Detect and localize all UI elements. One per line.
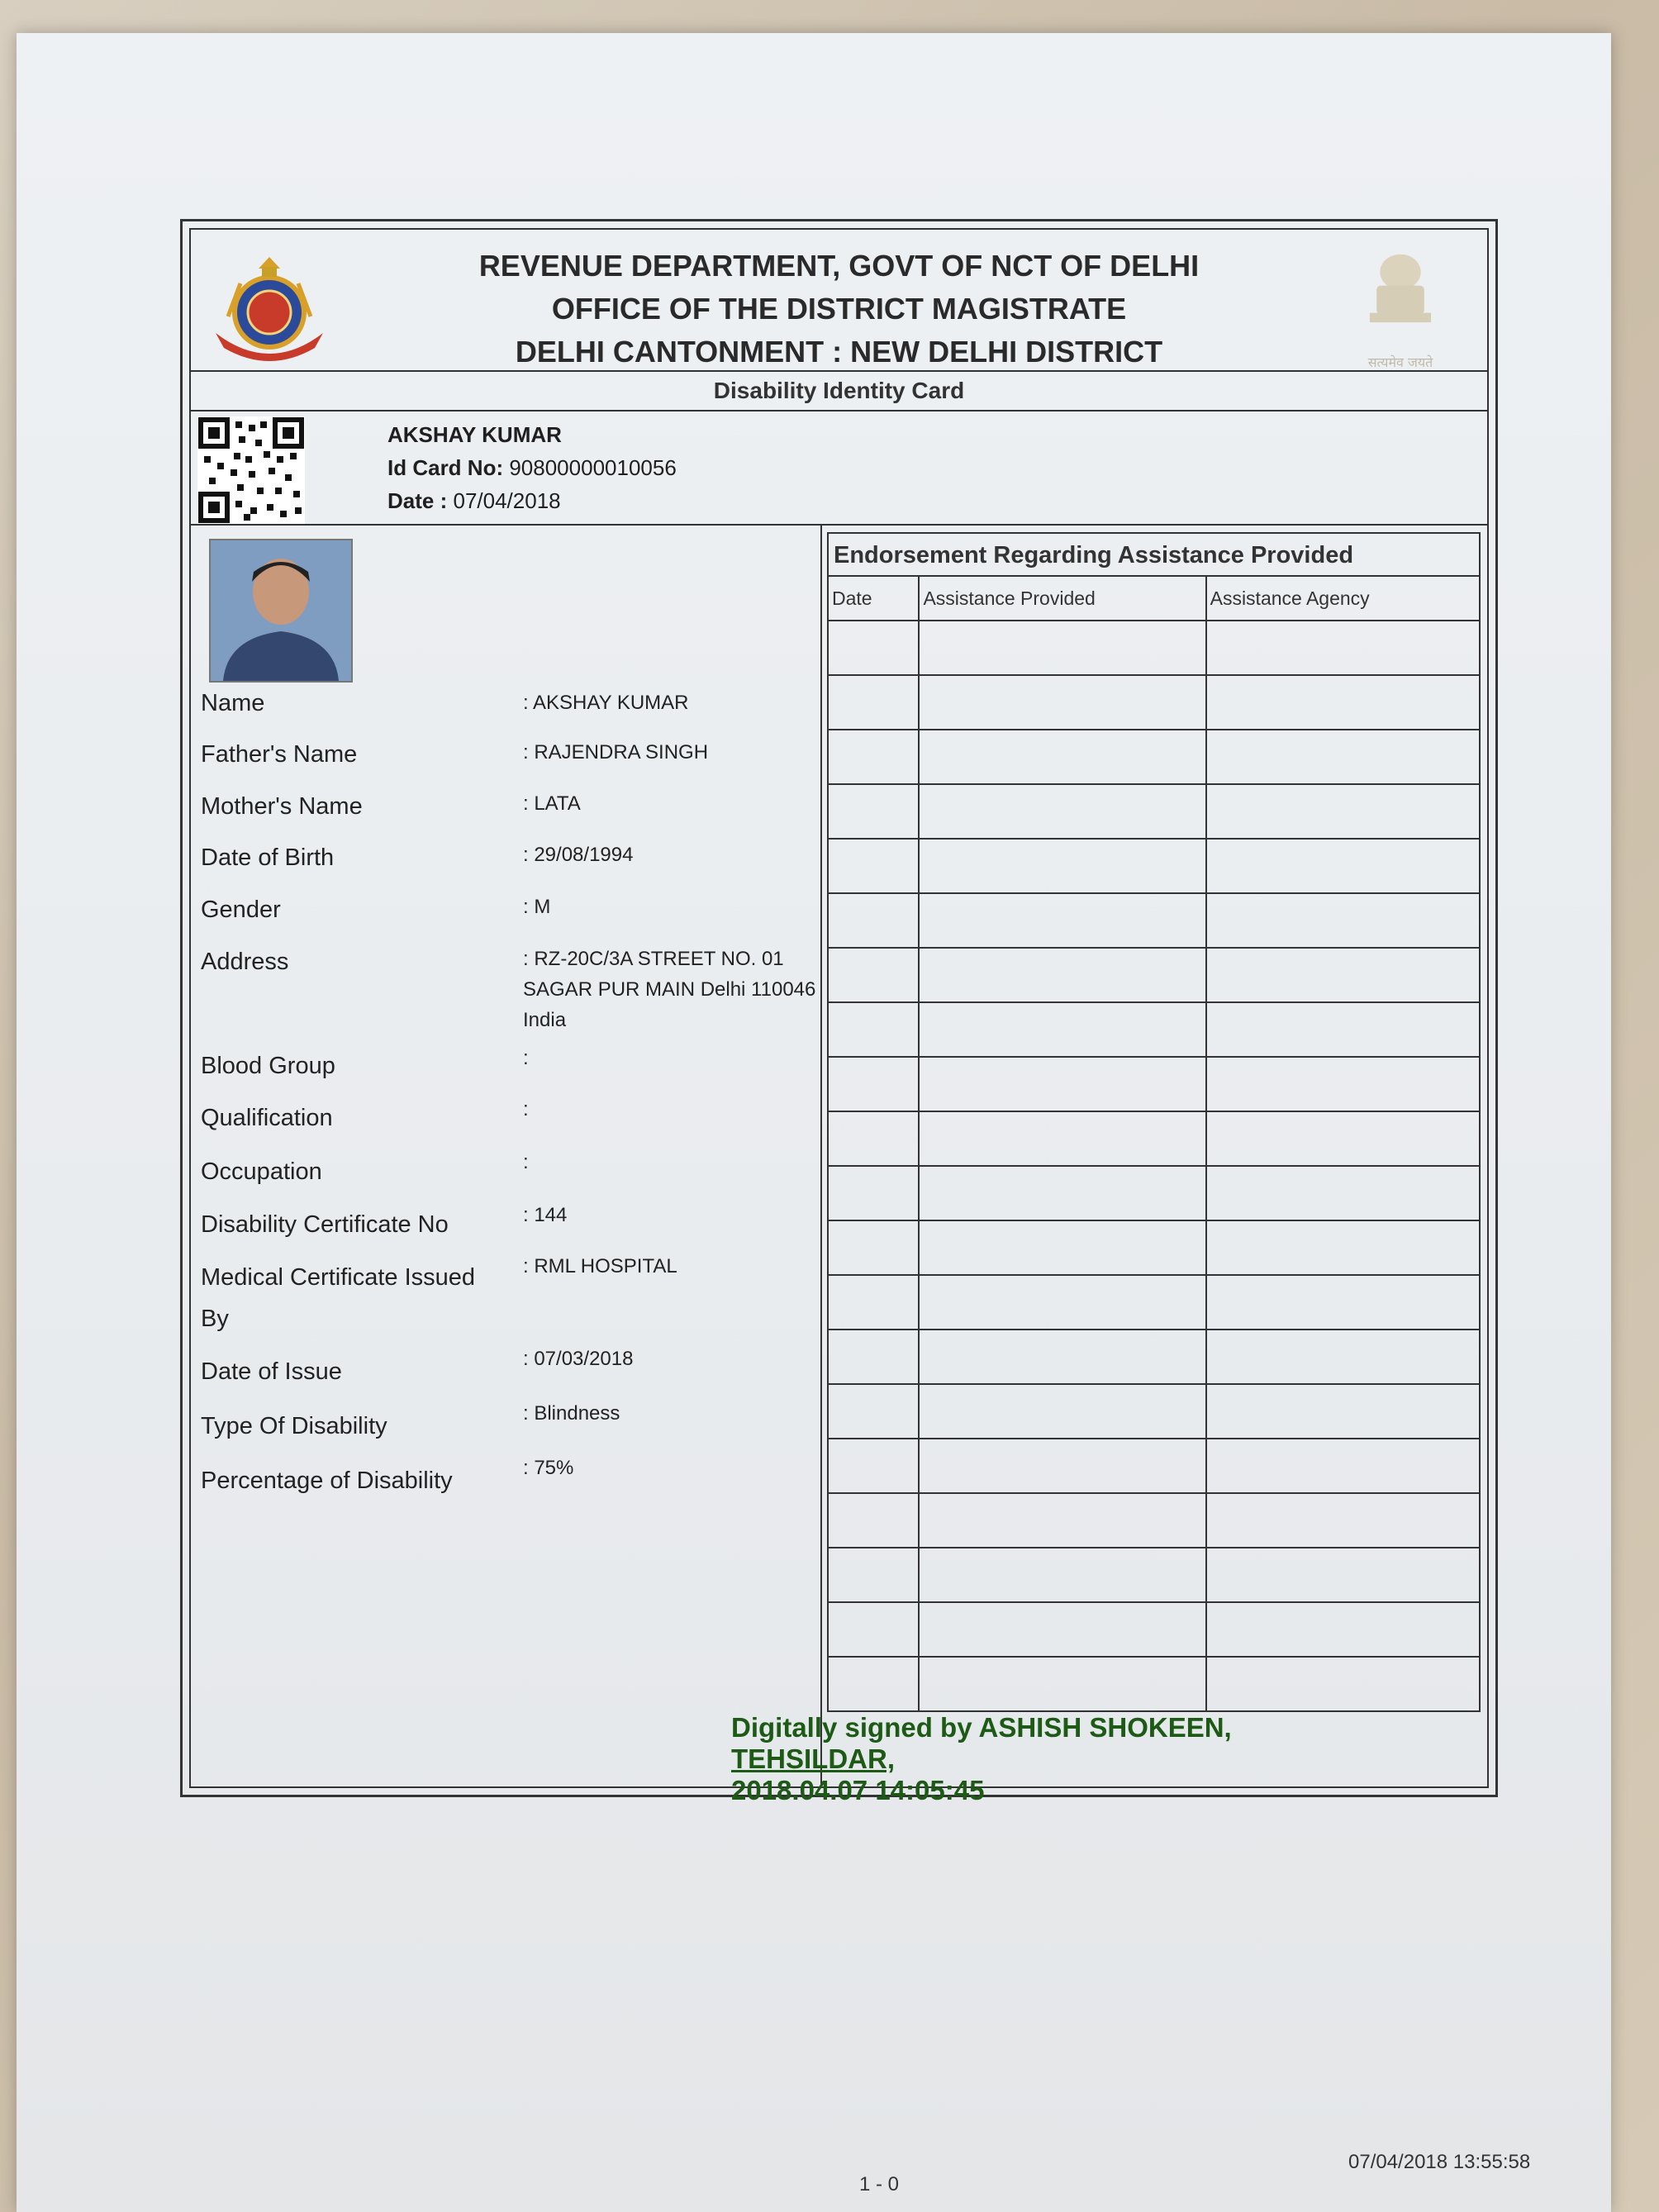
endorsement-rows [828,621,1480,1711]
mother-name-label: Mother's Name [201,793,363,820]
endorsement-cell [828,1002,919,1057]
date-of-issue-value: : 07/03/2018 [523,1348,634,1370]
endorsement-cell [1206,621,1480,675]
father-name-value: : RAJENDRA SINGH [523,741,709,763]
endorsement-row [828,1384,1480,1439]
endorsement-cell [1206,1493,1480,1548]
disability-id-card [180,219,1498,1797]
endorsement-cell [919,1384,1205,1439]
id-text [387,418,677,517]
endorsement-row [828,1602,1480,1657]
endorsement-cell [828,1166,919,1220]
endorsement-row [828,1439,1480,1493]
endorsement-table [827,575,1481,1712]
endorsement-cell [919,1493,1205,1548]
name-value: : AKSHAY KUMAR [523,692,689,714]
blood-group-label: Blood Group [201,1053,335,1079]
endorsement-cell [828,1493,919,1548]
endorsement-row [828,948,1480,1002]
address-line-2: SAGAR PUR MAIN Delhi 110046 [523,978,816,1001]
endorsement-cell [919,1548,1205,1602]
card-header [191,230,1487,370]
holder-photo [209,539,353,683]
medical-certificate-label-2: By [201,1306,229,1332]
endorsement-header-row [828,576,1480,621]
disability-percentage-value: : 75% [523,1457,574,1479]
endorsement-cell [828,621,919,675]
endorsement-cell [919,948,1205,1002]
qr-code-icon [197,416,305,524]
endorsement-row [828,1657,1480,1711]
endorsement-row [828,621,1480,675]
endorsement-cell [919,621,1205,675]
endorsement-cell [828,1439,919,1493]
endorsement-cell [919,1111,1205,1166]
endorsement-cell [919,1166,1205,1220]
signature-line-2: TEHSILDAR, [731,1743,895,1774]
digital-signature [731,1712,1232,1806]
disability-type-value: : Blindness [523,1402,620,1425]
header-line-3: DELHI CANTONMENT : NEW DELHI DISTRICT [515,335,1163,369]
endorsement-cell [828,1548,919,1602]
endorsement-cell [1206,1220,1480,1275]
endorsement-cell [1206,675,1480,730]
endorsement-cell [919,839,1205,893]
endorsement-title: Endorsement Regarding Assistance Provided [827,532,1481,577]
endorsement-row [828,1111,1480,1166]
endorsement-cell [1206,730,1480,784]
endorsement-row [828,730,1480,784]
signature-line-1: Digitally signed by ASHISH SHOKEEN, [731,1712,1232,1743]
document-page [17,33,1611,2212]
endorsement-cell [919,1275,1205,1330]
endorsement-cell [828,730,919,784]
endorsement-cell [1206,948,1480,1002]
gender-value: : M [523,896,551,918]
endorsement-cell [1206,1002,1480,1057]
delhi-police-logo-icon [207,250,331,366]
endorsement-row [828,1057,1480,1111]
column-header-date: Date [828,576,919,621]
endorsement-row [828,784,1480,839]
endorsement-cell [1206,1111,1480,1166]
page-number: 1 - 0 [859,2173,900,2195]
disability-type-label: Type Of Disability [201,1413,387,1439]
endorsement-cell [919,1330,1205,1384]
address-line-1: : RZ-20C/3A STREET NO. 01 [523,948,784,970]
endorsement-row [828,1548,1480,1602]
endorsement-cell [919,1602,1205,1657]
card-date-label: Date : [387,488,448,513]
card-date: 07/04/2018 [453,488,561,513]
endorsement-cell [1206,893,1480,948]
endorsement-row [828,675,1480,730]
qualification-value: : [523,1098,529,1120]
endorsement-cell [919,1220,1205,1275]
endorsement-cell [919,1002,1205,1057]
endorsement-cell [828,1111,919,1166]
address-label: Address [201,949,289,975]
blood-group-value: : [523,1047,529,1069]
endorsement-cell [919,893,1205,948]
endorsement-cell [1206,1439,1480,1493]
national-emblem [1330,238,1471,378]
mother-name-value: : LATA [523,792,581,815]
disability-percentage-label: Percentage of Disability [201,1468,453,1494]
endorsement-section [820,524,1487,1786]
endorsement-row [828,1002,1480,1057]
person-photo-icon [211,540,351,681]
endorsement-cell [828,1384,919,1439]
endorsement-cell [828,948,919,1002]
father-name-label: Father's Name [201,741,358,768]
endorsement-cell [828,1057,919,1111]
endorsement-cell [919,1439,1205,1493]
dob-label: Date of Birth [201,844,335,871]
endorsement-cell [1206,1330,1480,1384]
endorsement-row [828,1220,1480,1275]
endorsement-cell [828,1602,919,1657]
gender-label: Gender [201,897,281,923]
endorsement-cell [1206,1602,1480,1657]
header-line-1: REVENUE DEPARTMENT, GOVT OF NCT OF DELHI [478,249,1200,283]
endorsement-cell [919,1657,1205,1711]
card-inner-border [189,228,1489,1788]
endorsement-cell [828,1657,919,1711]
signature-line-3: 2018.04.07 14:05:45 [731,1775,985,1805]
header-line-2: OFFICE OF THE DISTRICT MAGISTRATE [551,292,1127,326]
occupation-label: Occupation [201,1158,322,1185]
endorsement-cell [828,1275,919,1330]
print-timestamp: 07/04/2018 13:55:58 [1348,2151,1531,2173]
endorsement-row [828,1330,1480,1384]
endorsement-cell [828,784,919,839]
id-card-number: 90800000010056 [509,455,677,480]
endorsement-cell [1206,784,1480,839]
endorsement-cell [828,893,919,948]
endorsement-cell [828,1220,919,1275]
endorsement-cell [919,675,1205,730]
endorsement-cell [1206,1057,1480,1111]
endorsement-cell [1206,1166,1480,1220]
endorsement-cell [828,1330,919,1384]
endorsement-cell [1206,839,1480,893]
medical-certificate-value: : RML HOSPITAL [523,1255,677,1277]
endorsement-cell [1206,1275,1480,1330]
column-header-assistance: Assistance Provided [919,576,1205,621]
personal-details [191,524,822,1786]
occupation-value: : [523,1151,529,1173]
endorsement-cell [1206,1657,1480,1711]
card-subtitle: Disability Identity Card [191,370,1487,411]
national-emblem-icon [1330,238,1471,354]
id-block [191,408,1487,526]
endorsement-cell [828,839,919,893]
name-label: Name [201,690,265,716]
date-of-issue-label: Date of Issue [201,1358,342,1385]
disability-certificate-value: : 144 [523,1204,568,1226]
endorsement-cell [828,675,919,730]
medical-certificate-label: Medical Certificate Issued [201,1264,476,1291]
endorsement-cell [919,1057,1205,1111]
endorsement-row [828,1166,1480,1220]
endorsement-row [828,1275,1480,1330]
dob-value: : 29/08/1994 [523,844,634,866]
holder-name: AKSHAY KUMAR [387,422,562,447]
endorsement-row [828,893,1480,948]
id-card-label: Id Card No: [387,455,504,480]
qualification-label: Qualification [201,1105,333,1131]
endorsement-cell [1206,1548,1480,1602]
endorsement-cell [919,730,1205,784]
disability-certificate-label: Disability Certificate No [201,1211,449,1238]
endorsement-cell [1206,1384,1480,1439]
endorsement-row [828,839,1480,893]
endorsement-row [828,1493,1480,1548]
column-header-agency: Assistance Agency [1206,576,1480,621]
endorsement-cell [919,784,1205,839]
address-line-3: India [523,1009,567,1031]
emblem-motto: सत्यमेव जयते [1367,354,1433,370]
